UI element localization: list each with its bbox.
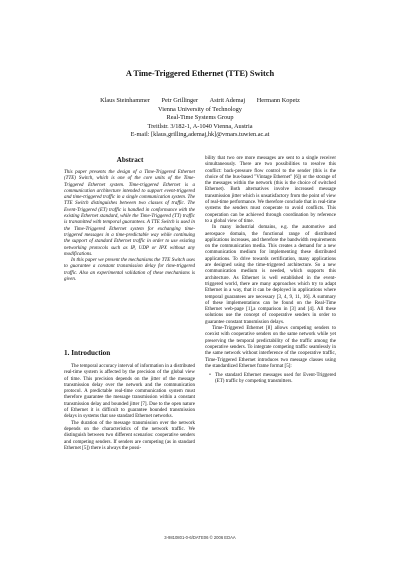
body-paragraph: bility that two ore more messages are sent to a single receiver simultaneously. There are two possibilities to resolve this conflict: back-pressure flow control to the sender (this is the choice of the bus-based "Vintage Ethernet" [6]) or the storage of the messages within the network (this is the choice of switched Ethernet). Both alternatives involve increased message transmission jitter which is unsatisfactory from the point of view of real-time performance. We therefore conclude that in real-time systems the senders must cooperate to avoid conflicts. This cooperation can be achieved through coordination by reference to a global view of time. <box>205 156 336 224</box>
intro-paragraph: The duration of the message transmission over the network depends on the characteristics of the network traffic. We distinguish between two different scenarios: cooperative senders and competing senders. If senders are competing (as in standard Ethernet [5]) there is always the possi- <box>64 420 195 451</box>
bullet-item <box>205 373 336 386</box>
abstract-paragraph: In this paper we present the mechanisms the TTE Switch uses to guarantee a constant transmission delay for time-triggered traffic. Also an experimental validation of these mechanisms is given. <box>64 258 195 283</box>
intro-heading: 1. Introduction <box>64 349 111 357</box>
author-names <box>0 97 400 106</box>
intro-paragraph: The temporal accuracy interval of information in a distributed real-time system is affected by the precision of the global view of time. This precision depends on the jitter of the message transmission delay over the network and the communication protocol. A predictable real-time communication system must therefore guarantee the message transmission within a constant transmission delay and bounded jitter [7]. Due to the open nature of Ethernet it is difficult to guarantee bounded transmission delays in systems that use standard Ethernet networks. <box>64 364 195 420</box>
affiliation-line: Vienna University of Technology <box>158 105 242 113</box>
bullet-marker-icon: • <box>209 373 211 379</box>
author-name: Astrit Ademaj <box>209 97 246 104</box>
affiliation-line: Treitlstr. 3/182-1, A-1040 Vienna, Austria <box>147 122 253 130</box>
abstract-heading: Abstract <box>116 156 144 164</box>
body-paragraph: Time-Triggered Ethernet [8] allows competing senders to coexist with cooperative senders on the same network while yet preserving the temporal predictability of the traffic among the cooperative senders. To integrate competing traffic seamlessly in the same network without interference of the cooperative traffic, Time-Triggered Ethernet introduces two message classes using the standardized Ethernet frame format [5]: <box>205 326 336 369</box>
author-name: Klaus Steinhammer <box>100 97 150 104</box>
abstract-text <box>64 170 195 283</box>
paper-title: A Time-Triggered Ethernet (TTE) Switch <box>125 69 275 78</box>
author-name: Hermann Kopetz <box>256 97 300 104</box>
right-column-text <box>205 156 336 386</box>
abstract-paragraph: This paper presents the design of a Time-Triggered Ethernet (TTE) Switch, which is one of the core units of the Time-Triggered Ethernet system. Time-triggered Ethernet is a communication architecture intended to support event-triggered and time-triggered traffic in a single communication system. The TTE Switch distinguishes between two classes of traffic. The Event-Triggered (ET) traffic is handled in conformance with the existing Ethernet standard, while the Time-Triggered (TT) traffic is transmitted with temporal guarantees. A TTE Switch is used in the Time-Triggered Ethernet system for exchanging time-triggered messages in a time-predictable way while continuing the support of standard Ethernet traffic in order to use existing networking protocols such as IP, UDP or IPX without any modifications. <box>64 170 195 257</box>
bullet-text: The standard Ethernet messages used for Event-Triggered (ET) traffic by competing transmitters. <box>215 373 336 385</box>
body-paragraph: In many industrial domains, e.g. the automotive and aerospace domain, the functional range of distributed applications increases, and therefore the bandwidth requirements on the communication media. This creates a demand for a new communication medium for implementing these distributed applications. To drive towards certification, many applications are designed using the time-triggered architecture. So a new communication medium is needed, which supports this architecture. As Ethernet is well established in the event-triggered world, there are many approaches which try to adapt Ethernet in a way, that it can be deployed in applications where temporal guarantees are necessary [3, 4, 9, 11, 16]. A summary of these implementations can be found on the Real-Time Ethernet web-page [1],a comparison in [3] and [4]. All these solutions use the concept of cooperative senders in order to guarantee constant transmission delays. <box>205 225 336 325</box>
author-name: Petr Grillinger <box>161 97 199 104</box>
author-block <box>0 97 400 140</box>
page-footer: 3-9810801-0-6/DATE06 © 2006 EDAA <box>164 535 236 540</box>
intro-text <box>64 364 195 452</box>
affiliation-line: Real-Time Systems Group <box>166 114 234 122</box>
email-line: E-mail: [klaus,grilling,ademaj,hk]@vmars.tuwien.ac.at <box>130 131 270 139</box>
